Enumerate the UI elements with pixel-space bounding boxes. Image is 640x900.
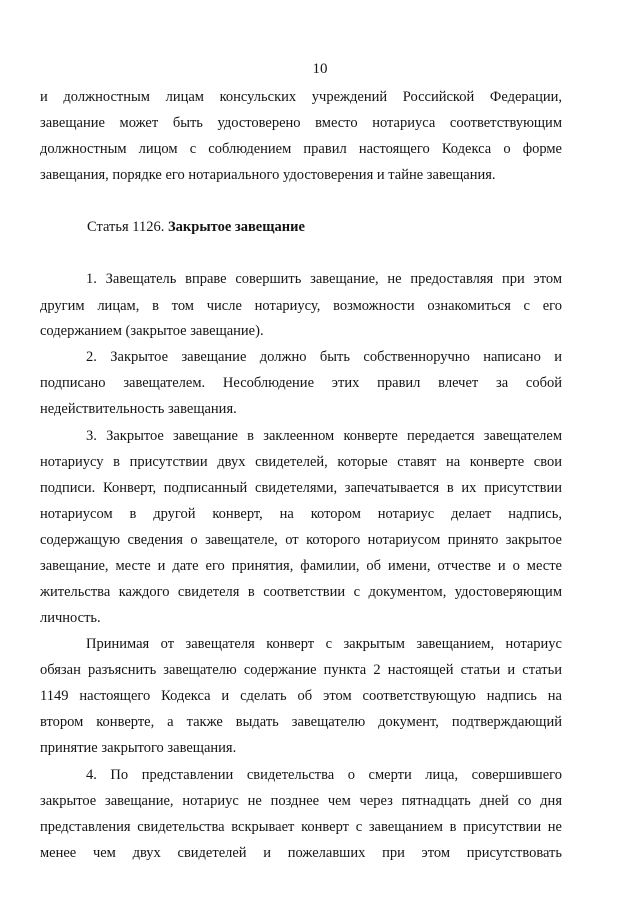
paragraph-line: втором конверте, а также выдать завещателю документ, подтверждающий	[40, 714, 562, 730]
paragraph-line: нотариусом в другой конверт, на котором нотариус делает надпись,	[40, 506, 562, 522]
article-number: Статья 1126.	[87, 219, 165, 235]
paragraph-line: завещание, месте и дате его принятия, фамилии, об имени, отчестве и о месте	[40, 558, 562, 574]
paragraph-line: 3. Закрытое завещание в заклеенном конверте передается завещателем	[86, 428, 562, 444]
intro-line: и должностным лицам консульских учреждений Российской Федерации,	[40, 89, 562, 105]
page-number: 10	[312, 61, 328, 77]
intro-line: завещание может быть удостоверено вместо нотариуса соответствующим	[40, 115, 562, 131]
paragraph-line: 1149 настоящего Кодекса и сделать об этом соответствующую надпись на	[40, 688, 562, 704]
paragraph-line: 4. По представлении свидетельства о смерти лица, совершившего	[86, 767, 562, 783]
intro-line: должностным лицом с соблюдением правил настоящего Кодекса о форме	[40, 141, 562, 157]
paragraph-line: содержащую сведения о завещателе, от которого нотариусом принято закрытое	[40, 532, 562, 548]
paragraph-line: менее чем двух свидетелей и пожелавших при этом присутствовать	[40, 845, 562, 861]
paragraph-line: жительства каждого свидетеля в соответствии с документом, удостоверяющим	[40, 584, 562, 600]
paragraph-line: 2. Закрытое завещание должно быть собственноручно написано и	[86, 349, 562, 365]
paragraph-line: Принимая от завещателя конверт с закрытым завещанием, нотариус	[86, 636, 562, 652]
paragraph-line: личность.	[40, 610, 101, 626]
paragraph-line: подписи. Конверт, подписанный свидетелями, запечатывается в их присутствии	[40, 480, 562, 496]
paragraph-line: другим лицам, в том числе нотариусу, возможности ознакомиться с его	[40, 298, 562, 314]
paragraph-line: обязан разъяснить завещателю содержание пункта 2 настоящей статьи и статьи	[40, 662, 562, 678]
paragraph-line: принятие закрытого завещания.	[40, 740, 237, 756]
paragraph-line: нотариусу в присутствии двух свидетелей, которые ставят на конверте свои	[40, 454, 562, 470]
paragraph-line: подписано завещателем. Несоблюдение этих правил влечет за собой	[40, 375, 562, 391]
intro-line: завещания, порядке его нотариального удостоверения и тайне завещания.	[40, 167, 496, 183]
paragraph-line: представления свидетельства вскрывает конверт с завещанием в присутствии не	[40, 819, 562, 835]
paragraph-line: закрытое завещание, нотариус не позднее чем через пятнадцать дней со дня	[40, 793, 562, 809]
paragraph-line: содержанием (закрытое завещание).	[40, 323, 264, 339]
article-title: Закрытое завещание	[168, 219, 305, 235]
paragraph-line: недействительность завещания.	[40, 401, 237, 417]
paragraph-line: 1. Завещатель вправе совершить завещание, не предоставляя при этом	[86, 271, 562, 287]
article-heading	[87, 216, 305, 238]
